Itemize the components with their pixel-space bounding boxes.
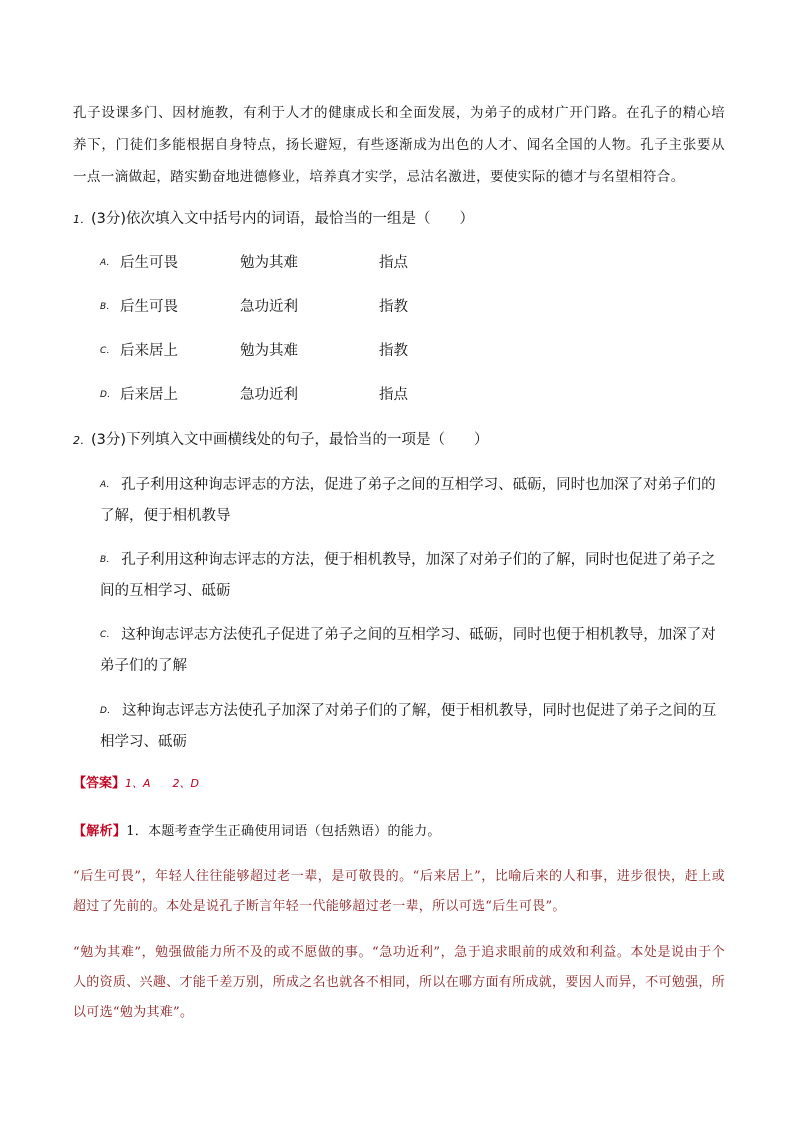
option-letter: B． — [100, 555, 116, 565]
question-1-number: 1． — [73, 213, 91, 226]
analysis-paragraph-1: “后生可畏”，年轻人往往能够超过老一辈，是可敬畏的。“后来居上”，比喻后来的人和事，进步很快，赶上或超过了先前的。本处是说孔子断言年轻一代能够超过老一辈，所以可选“后生可畏”。 — [73, 869, 725, 914]
option-word-2: 急功近利 — [240, 299, 298, 315]
option-text: 这种询志评志方法使孔子促进了弟子之间的互相学习、砥砺，同时也便于相机教导，加深了对弟子们的了解 — [100, 627, 716, 674]
q1-option-b — [100, 295, 408, 319]
option-word-3: 指点 — [379, 387, 408, 403]
option-word-3: 指点 — [379, 255, 408, 271]
option-text: 这种询志评志方法使孔子加深了对弟子们的了解，便于相机教导，同时也促进了弟子之间的互相学习、砥砺 — [100, 703, 717, 750]
option-letter: B． — [100, 302, 116, 312]
option-word-1: 后生可畏 — [120, 255, 178, 271]
option-letter: A． — [100, 480, 116, 490]
option-word-1: 后生可畏 — [120, 299, 178, 315]
option-text: 孔子利用这种询志评志的方法，促进了弟子之间的互相学习、砥砺，同时也加深了对弟子们的了解，便于相机教导 — [100, 477, 716, 524]
q1-option-c — [100, 339, 408, 363]
analysis-paragraph-2: “勉为其难”，勉强做能力所不及的或不愿做的事。“急功近利”，急于追求眼前的成效和利益。本处是说由于个人的资质、兴趣、才能千差万别，所成之名也就各不相同，所以在哪方面有所成就，要因人而异，不可勉强，所以可选“勉为其难”。 — [73, 945, 725, 1020]
question-2-number: 2． — [73, 434, 91, 447]
option-letter: C． — [100, 630, 116, 640]
q2-option-a — [100, 470, 730, 532]
answer-tag: 【答案】 — [73, 776, 126, 791]
answer-value: 1、A 2、D — [125, 777, 200, 790]
option-letter: D． — [100, 706, 116, 716]
option-word-2: 急功近利 — [240, 387, 298, 403]
q2-option-b — [100, 545, 730, 607]
question-2 — [73, 427, 733, 454]
analysis-tag: 【解析】 — [73, 824, 127, 839]
option-letter: D． — [100, 390, 116, 400]
q1-option-d — [100, 383, 408, 407]
option-word-2: 勉为其难 — [240, 343, 298, 359]
answer-line — [73, 774, 199, 794]
q2-option-c — [100, 620, 730, 682]
option-letter: C． — [100, 346, 116, 356]
question-2-text: (3分)下列填入文中画横线处的句子，最恰当的一项是（ ） — [91, 432, 489, 448]
q1-option-a — [100, 251, 408, 275]
option-word-2: 勉为其难 — [240, 255, 298, 271]
option-text: 孔子利用这种询志评志的方法，便于相机教导，加深了对弟子们的了解，同时也促进了弟子之间的互相学习、砥砺 — [100, 552, 716, 599]
passage-text: 孔子设课多门、因材施教，有利于人才的健康成长和全面发展，为弟子的成材广开门路。在孔子的精心培养下，门徒们多能根据自身特点，扬长避短，有些逐渐成为出色的人才、闻名全国的人物。孔子主张要从一点一滴做起，踏实勤奋地进德修业，培养真才实学，忌沽名激进，要使实际的德才与名望相符合。 — [73, 105, 725, 185]
question-1 — [73, 206, 733, 233]
option-word-3: 指教 — [379, 343, 408, 359]
question-1-text: (3分)依次填入文中括号内的词语，最恰当的一组是（ ） — [91, 211, 475, 227]
option-word-3: 指教 — [379, 299, 408, 315]
option-word-1: 后来居上 — [120, 387, 178, 403]
option-letter: A． — [100, 258, 116, 268]
analysis-line — [73, 817, 725, 847]
analysis-intro: 1．本题考查学生正确使用词语（包括熟语）的能力。 — [126, 824, 441, 839]
option-word-1: 后来居上 — [120, 343, 178, 359]
q2-option-d — [100, 696, 730, 758]
